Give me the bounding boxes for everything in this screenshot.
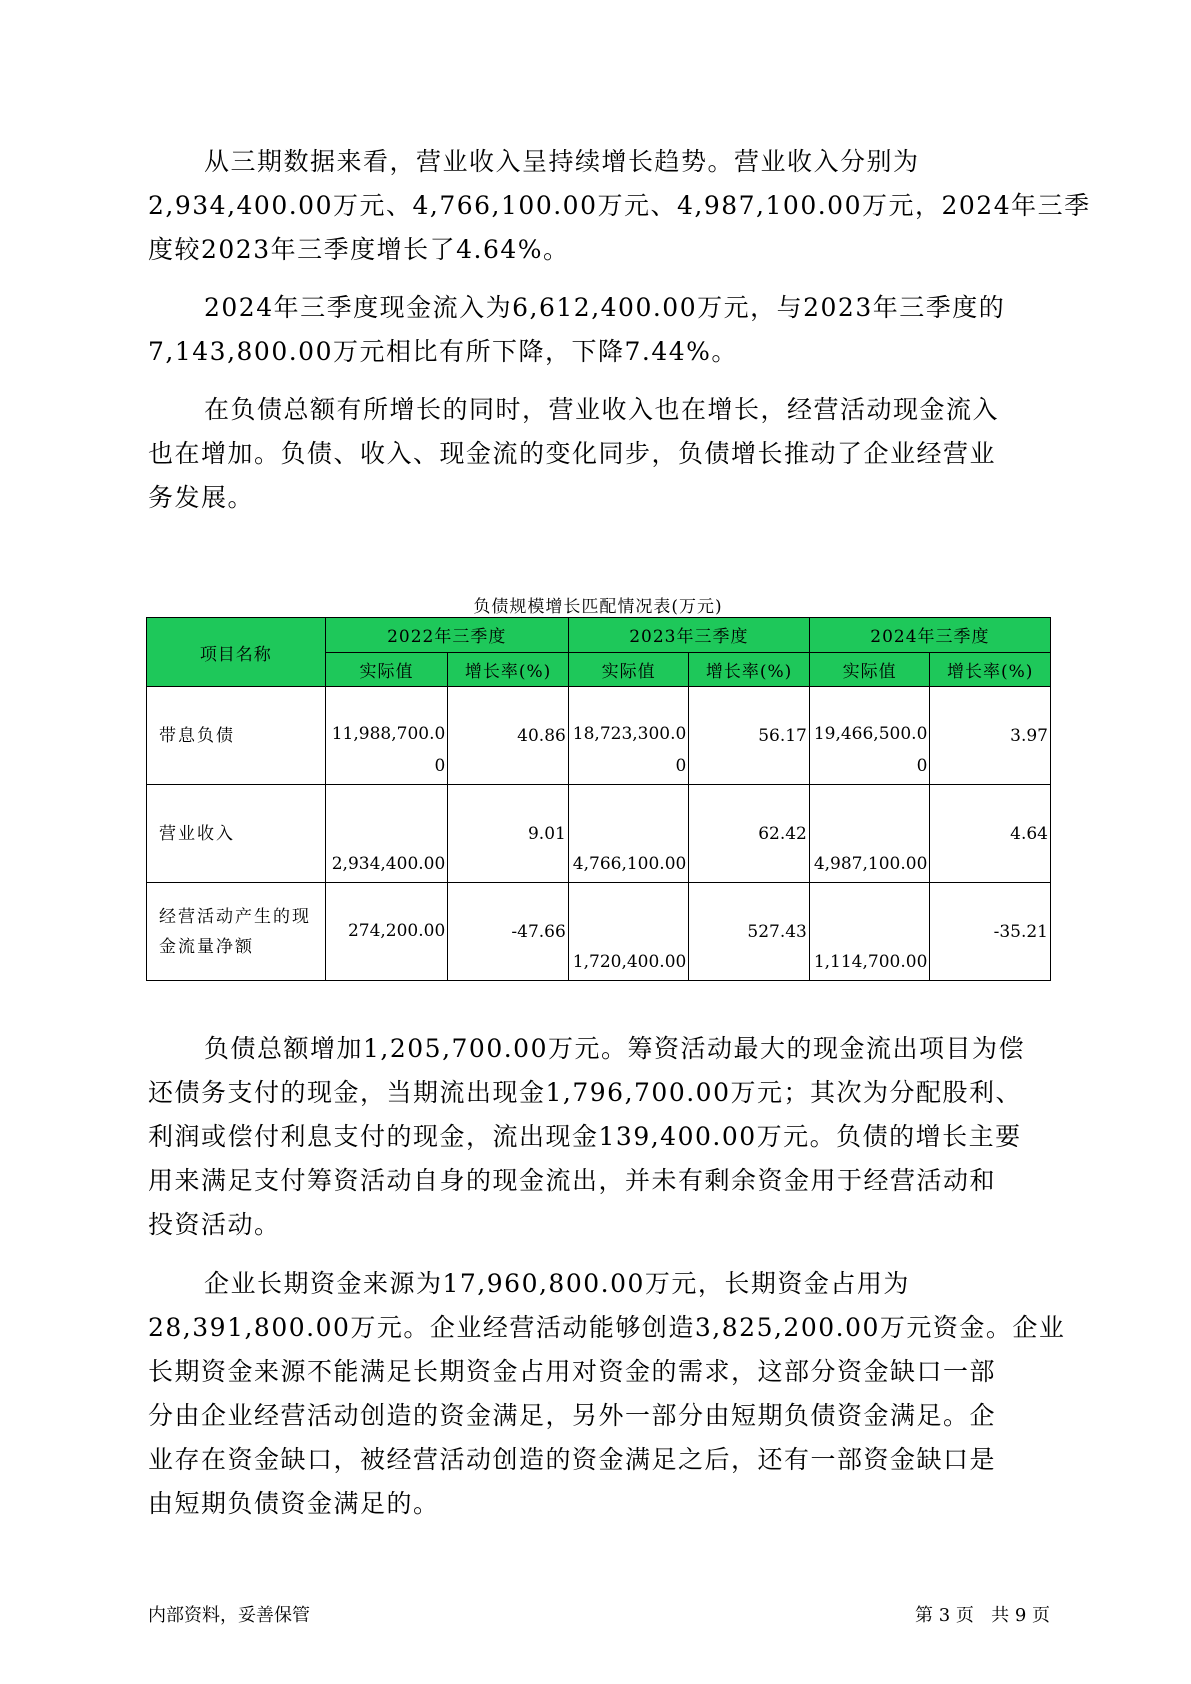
paragraph-long-term-funds bbox=[148, 1262, 1066, 1526]
paragraph-cash-inflow bbox=[148, 286, 1048, 374]
text-line: 2,934,400.00万元、4,766,100.00万元、4,987,100.00万元，2024年三季 bbox=[148, 191, 1091, 220]
page-label: 第 3 页 bbox=[915, 1605, 974, 1626]
paragraph-debt-increase bbox=[148, 1027, 1048, 1247]
actual-value-cell: 2,934,400.00 bbox=[325, 785, 448, 883]
table-row bbox=[147, 687, 1051, 785]
row-label: 营业收入 bbox=[147, 785, 326, 883]
text-line: 长期资金来源不能满足长期资金占用对资金的需求，这部分资金缺口一部 bbox=[148, 1357, 997, 1386]
column-header-period: 2024年三季度 bbox=[809, 618, 1050, 653]
text-line: 分由企业经营活动创造的资金满足，另外一部分由短期负债资金满足。企 bbox=[148, 1401, 997, 1430]
table-header-row bbox=[147, 618, 1051, 653]
column-header-actual: 实际值 bbox=[809, 652, 930, 687]
debt-match-table bbox=[146, 617, 1051, 981]
column-header-period: 2022年三季度 bbox=[325, 618, 568, 653]
paragraph-revenue-trend bbox=[148, 140, 1091, 272]
actual-value-cell: 274,200.00 bbox=[325, 883, 448, 981]
actual-value-cell: 1,114,700.00 bbox=[809, 883, 930, 981]
actual-value-cell: 11,988,700.00 bbox=[325, 687, 448, 785]
growth-rate-cell: 62.42 bbox=[689, 785, 810, 883]
text-line: 业存在资金缺口，被经营活动创造的资金满足之后，还有一部资金缺口是 bbox=[148, 1445, 997, 1474]
actual-value-cell: 4,766,100.00 bbox=[568, 785, 689, 883]
actual-value-cell: 4,987,100.00 bbox=[809, 785, 930, 883]
table-row bbox=[147, 883, 1051, 981]
growth-rate-cell: 3.97 bbox=[930, 687, 1051, 785]
text-line: 度较2023年三季度增长了4.64%。 bbox=[148, 235, 570, 264]
growth-rate-cell: 527.43 bbox=[689, 883, 810, 981]
growth-rate-cell: 4.64 bbox=[930, 785, 1051, 883]
footer-page-number bbox=[915, 1601, 1050, 1627]
growth-rate-cell: -35.21 bbox=[930, 883, 1051, 981]
text-line: 利润或偿付利息支付的现金，流出现金139,400.00万元。负债的增长主要 bbox=[148, 1122, 1022, 1151]
paragraph-debt-growth bbox=[148, 388, 1048, 520]
text-line: 务发展。 bbox=[148, 483, 255, 512]
actual-value-cell: 1,720,400.00 bbox=[568, 883, 689, 981]
text-line: 企业长期资金来源为17,960,800.00万元，长期资金占用为 bbox=[204, 1269, 910, 1298]
table-caption: 负债规模增长匹配情况表(万元) bbox=[473, 597, 723, 617]
actual-value-cell: 19,466,500.00 bbox=[809, 687, 930, 785]
growth-rate-cell: 56.17 bbox=[689, 687, 810, 785]
table-row bbox=[147, 785, 1051, 883]
column-header-actual: 实际值 bbox=[568, 652, 689, 687]
text-line: 用来满足支付筹资活动自身的现金流出，并未有剩余资金用于经营活动和 bbox=[148, 1166, 997, 1195]
footer-confidential-note: 内部资料，妥善保管 bbox=[148, 1605, 310, 1626]
column-header-rate: 增长率(%) bbox=[930, 652, 1051, 687]
text-line: 在负债总额有所增长的同时，营业收入也在增长，经营活动现金流入 bbox=[204, 395, 1000, 424]
text-line: 还债务支付的现金，当期流出现金1,796,700.00万元；其次为分配股利、 bbox=[148, 1078, 1022, 1107]
row-label: 带息负债 bbox=[147, 687, 326, 785]
growth-rate-cell: -47.66 bbox=[448, 883, 569, 981]
column-header-item-name: 项目名称 bbox=[147, 618, 326, 687]
column-header-rate: 增长率(%) bbox=[448, 652, 569, 687]
growth-rate-cell: 40.86 bbox=[448, 687, 569, 785]
actual-value-cell: 18,723,300.00 bbox=[568, 687, 689, 785]
row-label: 经营活动产生的现金流量净额 bbox=[147, 883, 326, 981]
text-line: 也在增加。负债、收入、现金流的变化同步，负债增长推动了企业经营业 bbox=[148, 439, 997, 468]
column-header-rate: 增长率(%) bbox=[689, 652, 810, 687]
text-line: 从三期数据来看，营业收入呈持续增长趋势。营业收入分别为 bbox=[204, 147, 920, 176]
column-header-period: 2023年三季度 bbox=[568, 618, 809, 653]
total-pages-label: 共 9 页 bbox=[991, 1605, 1050, 1626]
growth-rate-cell: 9.01 bbox=[448, 785, 569, 883]
text-line: 负债总额增加1,205,700.00万元。筹资活动最大的现金流出项目为偿 bbox=[204, 1034, 1025, 1063]
text-line: 28,391,800.00万元。企业经营活动能够创造3,825,200.00万元资金。企业 bbox=[148, 1313, 1066, 1342]
column-header-actual: 实际值 bbox=[325, 652, 448, 687]
text-line: 投资活动。 bbox=[148, 1210, 281, 1239]
text-line: 2024年三季度现金流入为6,612,400.00万元，与2023年三季度的 bbox=[204, 293, 1006, 322]
text-line: 7,143,800.00万元相比有所下降，下降7.44%。 bbox=[148, 337, 738, 366]
text-line: 由短期负债资金满足的。 bbox=[148, 1489, 440, 1518]
